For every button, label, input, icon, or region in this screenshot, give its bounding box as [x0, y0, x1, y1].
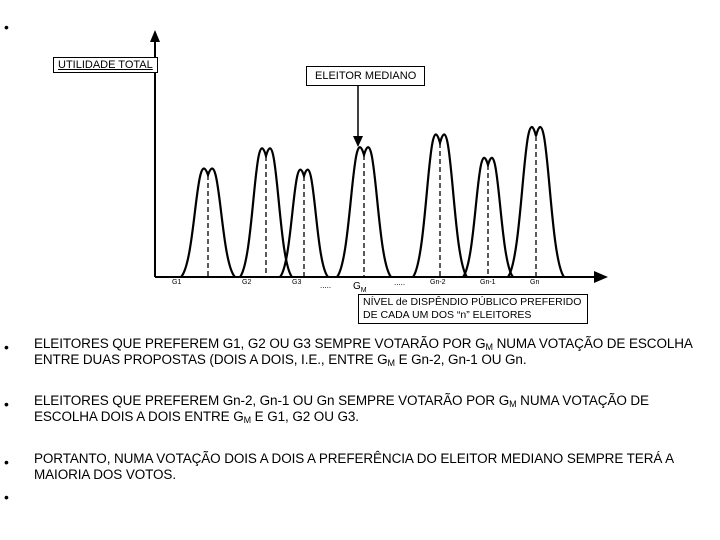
median-voter-label: ELEITOR MEDIANO [306, 66, 425, 86]
bullet-marker-2: • [4, 396, 9, 412]
voter-label-g1: G1 [172, 279, 182, 286]
voter-ellipsis-right: ..... [394, 278, 406, 287]
text-run: E G1, G2 OU G3. [251, 409, 359, 424]
subscript: M [387, 358, 395, 368]
bullet-text-3 [34, 451, 706, 483]
subscript: M [509, 399, 517, 409]
voter-label-gm: $G_M$ [353, 281, 367, 294]
text-run: ELEITORES QUE PREFEREM Gn-2, Gn-1 OU Gn SEMPRE VOTARÃO POR G [34, 393, 510, 408]
x-axis-label-line1: NÍVEL de DISPÊNDIO PÚBLICO PREFERIDO [363, 296, 582, 308]
bullet-text-1 [34, 336, 706, 368]
bullet-marker-3: • [4, 454, 9, 470]
utility-peaks [181, 127, 564, 277]
text-run: E Gn-2, Gn-1 OU Gn. [394, 352, 527, 367]
text-run: NUMA VOTAÇÃO DE ESCOLHA ENTRE DUAS PROPOSTAS (DOIS A DOIS, I.E., ENTRE G [34, 336, 693, 367]
text-run: PORTANTO, NUMA VOTAÇÃO DOIS A DOIS A PREFERÊNCIA DO ELEITOR MEDIANO SEMPRE TERÁ A MAIORIA DOS VOTOS. [34, 451, 674, 482]
x-axis-label-line2: DE CADA UM DOS “n” ELEITORES [363, 309, 532, 321]
voter-label-gn-2: Gn-2 [430, 279, 446, 286]
empty-bullet-top: • [4, 19, 9, 35]
subscript: M [485, 342, 493, 352]
voter-label-g2: G2 [242, 279, 252, 286]
x-axis-label [358, 294, 588, 324]
bullet-text-2 [34, 393, 706, 425]
voter-ellipsis-left: ..... [320, 281, 332, 290]
text-run: NUMA VOTAÇÃO DE ESCOLHA DOIS A DOIS ENTRE G [34, 393, 649, 424]
empty-bullet-bottom: • [4, 489, 9, 505]
median-voter-arrowhead [353, 136, 363, 147]
text-run: ELEITORES QUE PREFEREM G1, G2 OU G3 SEMPRE VOTARÃO POR G [34, 336, 486, 351]
voter-label-g3: G3 [292, 279, 302, 286]
subscript: M [243, 415, 252, 425]
x-axis-arrowhead [594, 271, 608, 283]
y-axis-arrowhead [150, 30, 160, 42]
y-axis-label: UTILIDADE TOTAL [53, 57, 158, 73]
bullet-marker-1: • [4, 339, 9, 355]
voter-label-gn: Gn [530, 279, 540, 286]
voter-label-gn-1: Gn-1 [480, 279, 496, 286]
